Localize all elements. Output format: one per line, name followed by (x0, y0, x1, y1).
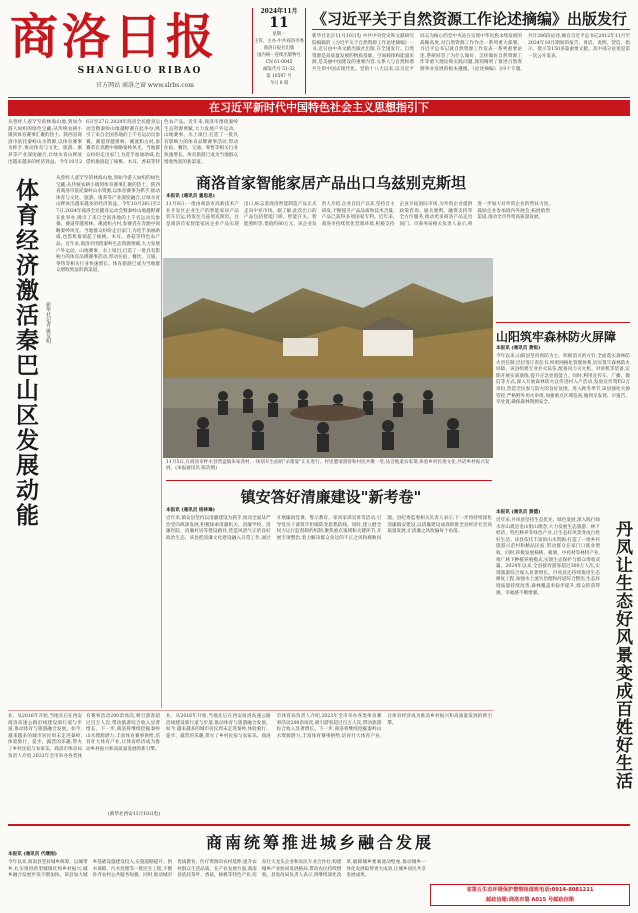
left-story-bottom-rule (8, 710, 494, 711)
news-photo[interactable] (163, 258, 493, 458)
clean-story-rule (166, 480, 492, 481)
photo-scene-illustration (163, 258, 493, 458)
issue-line: 商洛日报社出版 (263, 46, 295, 51)
issue-line: CN 61-0045 (265, 60, 293, 65)
footer-notice (430, 884, 630, 906)
top-story-rule (312, 29, 630, 30)
issue-line: 国内统一连续出版物号 (257, 53, 301, 58)
left-story-body-bottom: 业、从2016年开始,当地先后在西安商洛高速公路沿线建设骑行道与步道,推动体育与旅游融合发展。如今,越来越多的城市居民周末走进秦岭,体验骑行、徒步、露营的乐趣,带火了乡村民宿与农家乐。商洛市体育局负责人介绍,2023年全市举办各类体育赛事活动200余场次,吸引游客超过百万人次,带动旅游综合收入显著增长。下一步,商洛将继续挖掘秦岭山水资源潜力,丰富体育赛事供给,培育壮大体育产业,让体育经济成为推动乡村振兴和高质量发展的新引擎。 (8, 714, 160, 759)
issue-date: 2024年11月 (260, 8, 298, 15)
fire-story-byline: 本报讯 (通讯员 黄锐) (496, 346, 541, 351)
issue-line: 邮发代号 51-32 (263, 67, 295, 72)
issue-info (252, 8, 306, 94)
left-story-credit: (新华社西安11月10日电) (107, 812, 160, 817)
left-story-body-top: 从曾经人迹罕至的林海山地,到如今游人如织的绿色宝藏;从传统农耕小镇到体育赛事汇聚的热土。陕西省商洛市依托秦岭山水资源,以体育赛事为抓手,推动体育与文化、旅游、康养等产业深度融合,让绿水青山释放出越来越多的经济效益。今年10月26日至27日,2024年商洛全民健身运动会暨秦岭山地越野赛在此举办,吸引了来自全国各地的上千名运动员参赛。赛道穿越密林、溪流和古村,参赛者在奔跑中领略秦岭风光。当地群众纷纷走出家门,为选手加油助威,也借机推销起了核桃、木耳、香菇等特色农产品。近年来,商洛市围绕秦岭生态资源禀赋,大力发展户外运动、山地赛事、水上项目,打造了一批具有影响力的体育品牌赛事活动,带动住宿、餐饮、交通、零售等相关行业快速增长。体育旅游已成为当地群众增收致富的新渠道。 (56, 176, 160, 274)
issue-line: 主管、主办:中共商洛市委 (254, 39, 304, 44)
urban-story-rule (8, 824, 630, 826)
top-story-title[interactable]: 《习近平关于自然资源工作论述摘编》出版发行 (312, 10, 628, 28)
masthead-pinyin: SHANGLUO RIBAO (77, 66, 203, 76)
urban-story-byline: 本报讯 (通讯员 代继刚) (8, 852, 57, 857)
footer-line-2: 邮政信箱:商洛市第 A015 号邮政信箱 (486, 897, 574, 903)
column-divider (161, 120, 162, 708)
export-story-title[interactable]: 商洛首家智能家居产品出口乌兹别克斯坦 (195, 174, 466, 192)
danfeng-story-body: 近年来,丹凤县坚持生态优先、绿色发展,深入践行绿水青山就是金山银山理念,大力发展生态旅游、林下经济、特色种养等绿色产业,让生态好风景变成百姓好生活。该县依托丰富的山水资源,打造了一批乡村旅游示范村和精品民宿,带动群众在家门口就业增收。同时,积极发展核桃、板栗、中药材等林特产业,推广林下种植养殖模式,实现生态保护与群众增收双赢。2024年以来,全县接待游客超过300万人次,实现旅游综合收入显著增长。丹凤县还持续推进生态修复工程,加强水土流失治理和河道综合整治,生态环境质量持续改善,森林覆盖率稳步提升,群众的获得感、幸福感不断增强。 (496, 518, 600, 596)
masthead-website[interactable]: 官方网站 商洛之窗 www.slrbs.com (96, 82, 194, 89)
banner-top-rule (8, 97, 630, 98)
export-story-body: 11月8日,一批由商洛市高新技术产业开发区企业生产的智能家居产品装车启运,将发往乌兹别克斯坦。这是商洛首家智能家居企业产品实现出口,标志着商洛智能制造产品正式走向中亚市场。据了解,此次出口的产品包括智能门锁、智能开关、智能照明等,货值约80万元。该企业负责人介绍,企业自投产以来,坚持自主研发,不断提升产品品质和技术含量,产品已获得多项国家专利。近年来,商洛市持续优化营商环境,积极支持企业开拓国际市场,为外贸企业提供政策咨询、通关便利、融资支持等全方位服务,推动更多商洛产品走出国门。市商务局相关负责人表示,将进一步加大对外贸企业的帮扶力度,鼓励企业参加境内外展会,拓展销售渠道,推动全市外贸高质量发展。 (166, 202, 551, 227)
urban-story-body: 今年以来,商南县坚持城乡统筹、以城带乡,扎实推进新型城镇化和乡村振兴,城乡融合发展步伐不断加快。该县加大城乡基础设施建设投入,实施道路提升、供水保障、污水处理等一批民生工程,不断补齐农村公共服务短板。同时,推动城市优质教育、医疗资源向农村延伸,提升农村群众生活品质。在产业发展方面,商南县依托茶叶、香菇、核桃等特色产业,培育壮大龙头企业和农民专业合作社,构建城乡产业协同发展格局,带动农民持续增收。县发改局负责人表示,将继续深化改革,破除城乡要素流动壁垒,推动城乡一体化发展取得更大成效,让城乡居民共享发展成果。 (8, 860, 426, 879)
masthead-logo: 商洛日报 (10, 9, 219, 65)
issue-line: 第 10597 号 (266, 74, 292, 79)
clean-story-body: 近年来,镇安县坚持以清廉建设为抓手,推动全面从严治党向纵深发展,积极探索清廉机关、清廉学校、清廉医院、清廉村居等建设路径,营造风清气正的良好政治生态。该县把清廉文化建设融入日常工作,通过开展廉政党课、警示教育、家风家训宣讲等活动,引导党员干部筑牢拒腐防变思想防线。同时,建立健全权力运行监督制约机制,聚焦重点领域和关键环节,开展专项整治,着力解决群众身边的不正之风和腐败问题。县纪委监委相关负责人表示,下一步将持续深化清廉镇安建设,以清廉建设成效助推全县经济社会高质量发展,让清廉之风吹遍每个角落。 (166, 516, 492, 541)
urban-story-title[interactable]: 商南统筹推进城乡融合发展 (205, 833, 434, 852)
danfeng-story-title[interactable]: 丹凤让生态好风景变成百姓好生活 (612, 520, 632, 790)
left-story-byline: 新华社记者 姚友明 (45, 302, 51, 344)
footer-line-1: 省第五生态环境保护督察组值班电话:0914-8081211 (466, 887, 594, 893)
fire-story-title[interactable]: 山阳筑牢森林防火屏障 (496, 330, 617, 344)
issue-weekday: 星期一 (272, 32, 286, 37)
issue-day: 11 (269, 15, 289, 31)
photo-caption: 11月5日,在商洛市柞水县营盘镇朱家湾村,一场别开生面的"杀猪宴"正在进行。村里邀请游客和村民共聚一堂,品尝地道农家菜,体验乡村民俗文化,共话乡村振兴发展。(本报通讯员 陈浩摄) (166, 460, 490, 472)
issue-line: 今日 8 版 (269, 81, 289, 86)
left-story-title[interactable]: 体育经济激活秦巴山区发展动能 (12, 178, 39, 528)
top-story-body: 新华社北京11月10日电 中共中央党史和文献研究院编辑的《习近平关于自然资源工作论述摘编》一书,近日由中央文献出版社出版,在全国发行。自然资源是高质量发展的物质基础、空间载体和能量来源,是美丽中国建设的重要内容,关系人与自然和谐共生的中国式现代化。党的十八大以来,以习近平同志为核心的党中央站在实现中华民族永续发展的战略高度,对自然资源工作作出一系列重大部署。习近平总书记就自然资源工作发表一系列重要论述,系统回答了为什么做好、怎样做好自然资源工作等重大理论和实践问题,深刻阐明了推进自然资源事业发展的根本遵循。《论述摘编》分8个专题,共计286段论述,摘自习近平总书记2012年11月至2024年10月期间的报告、讲话、说明、贺信、指示、批示等150多篇重要文献。其中部分论述是第一次公开发表。 (312, 34, 630, 72)
banner-slogan: 在习近平新时代中国特色社会主义思想指引下 (8, 100, 630, 116)
clean-story-byline: 本报讯 (通讯员 杨林琳) (166, 508, 215, 513)
left-story-body-bottom-cont: 业、从2016年开始,当地先后在西安商洛高速公路沿线建设骑行道与步道,推动体育与旅游融合发展。如今,越来越多的城市居民周末走进秦岭,体验骑行、徒步、露营的乐趣,带火了乡村民宿与农家乐。商洛市体育局负责人介绍,2023年全市举办各类体育赛事活动200余场次,吸引游客超过百万人次,带动旅游综合收入显著增长。下一步,商洛将继续挖掘秦岭山水资源潜力,丰富体育赛事供给,培育壮大体育产业,让体育经济成为推动乡村振兴和高质量发展的新引擎。 (166, 714, 492, 739)
export-story-byline: 本报讯 (通讯员 童思思) (166, 194, 215, 199)
clean-story-title[interactable]: 镇安答好清廉建设"新考卷" (240, 488, 422, 506)
fire-story-body: 今年以来,山阳县坚持预防为主、积极消灭的方针,全面落实森林防火责任制,层层签订责任书,织密网格化管理体系,切实筑牢森林防火屏障。该县组建专业扑火队伍,配备风力灭火机、对讲机等装备,定期开展实战演练,提升应急处置能力。同时,利用宣传车、广播、微信等方式,深入开展森林防火宣传进村入户活动,发放宣传资料2万余份,营造全民参与防火的良好氛围。进入秋冬季节,该县强化火源管控,严格野外用火审批,加强重点区域巡查,做到早发现、早报告、早处置,确保森林资源安全。 (496, 354, 630, 406)
left-story-body-top-a: 从曾经人迹罕至的林海山地,到如今游人如织的绿色宝藏;从传统农耕小镇到体育赛事汇聚的热土。陕西省商洛市依托秦岭山水资源,以体育赛事为抓手,推动体育与文化、旅游、康养等产业深度融合,让绿水青山释放出越来越多的经济效益。今年10月26日至27日,2024年商洛全民健身运动会暨秦岭山地越野赛在此举办,吸引了来自全国各地的上千名运动员参赛。赛道穿越密林、溪流和古村,参赛者在奔跑中领略秦岭风光。当地群众纷纷走出家门,为选手加油助威,也借机推销起了核桃、木耳、香菇等特色农产品。近年来,商洛市围绕秦岭生态资源禀赋,大力发展户外运动、山地赛事、水上项目,打造了一批具有影响力的体育品牌赛事活动,带动住宿、餐饮、交通、零售等相关行业快速增长。体育旅游已成为当地群众增收致富的新渠道。 (8, 120, 238, 165)
danfeng-story-byline: 本报讯 (通讯员 黄德) (496, 510, 541, 515)
fire-story-rule (496, 322, 630, 323)
